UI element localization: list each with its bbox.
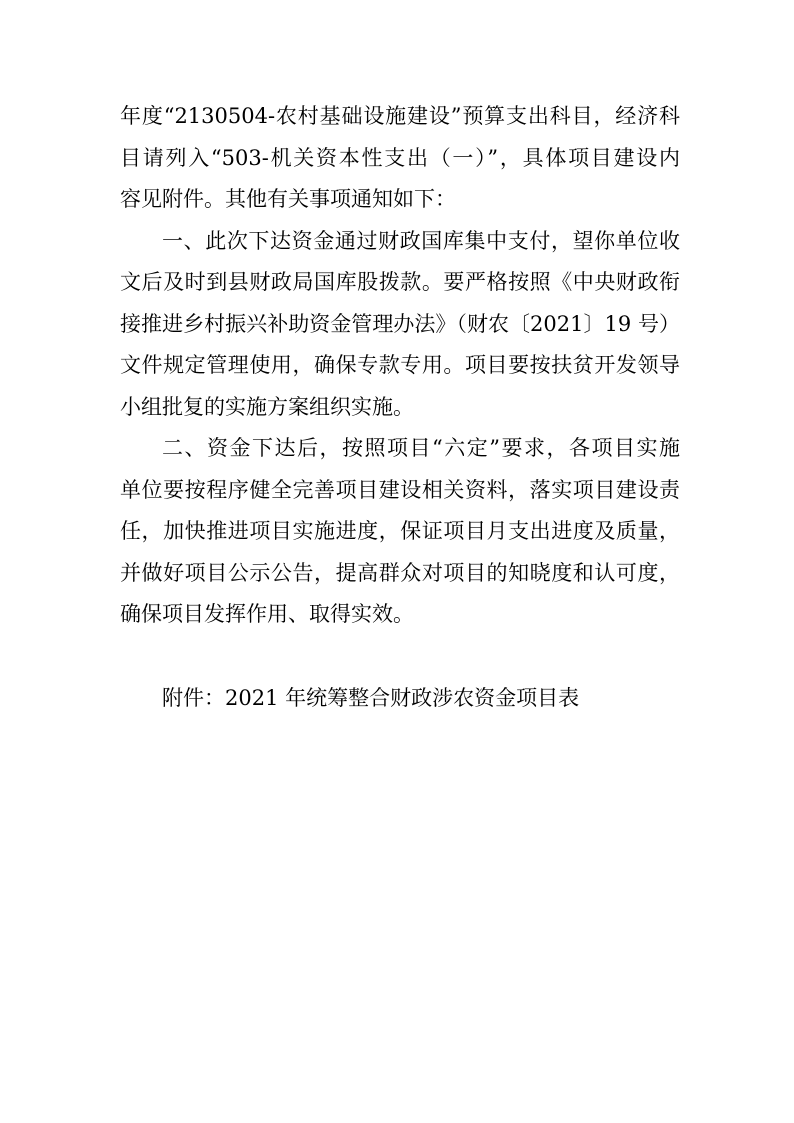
- body-line-5: 文后及时到县财政局国库股拨款。要严格按照《中央财政衔: [120, 270, 680, 294]
- body-line-2: 目请列入“503-机关资本性支出（一）”，具体项目建设内: [120, 145, 680, 170]
- body-line-1: 年度“2130504-农村基础设施建设”预算支出科目，经济科: [120, 104, 680, 128]
- body-line-11: 任，加快推进项目实施进度，保证项目月支出进度及质量，: [120, 519, 680, 543]
- body-line-9: 二、资金下达后，按照项目“六定”要求，各项目实施: [162, 436, 680, 460]
- body-line-12: 并做好项目公示公告，提高群众对项目的知晓度和认可度，: [120, 560, 680, 585]
- body-line-10: 单位要按程序健全完善项目建设相关资料，落实项目建设责: [120, 477, 680, 502]
- body-line-7: 文件规定管理使用，确保专款专用。项目要按扶贫开发领导: [120, 353, 680, 377]
- body-line-3: 容见附件。其他有关事项通知如下：: [120, 187, 456, 211]
- document-body: [120, 96, 680, 636]
- attachment-note: 附件：2021 年统筹整合财政涉农资金项目表: [162, 686, 580, 710]
- body-line-6: 接推进乡村振兴补助资金管理办法》（财农〔2021〕19 号）: [120, 311, 680, 336]
- body-line-13: 确保项目发挥作用、取得实效。: [120, 602, 414, 626]
- body-line-4: 一、此次下达资金通过财政国库集中支付，望你单位收: [162, 228, 680, 253]
- body-line-8: 小组批复的实施方案组织实施。: [120, 394, 414, 419]
